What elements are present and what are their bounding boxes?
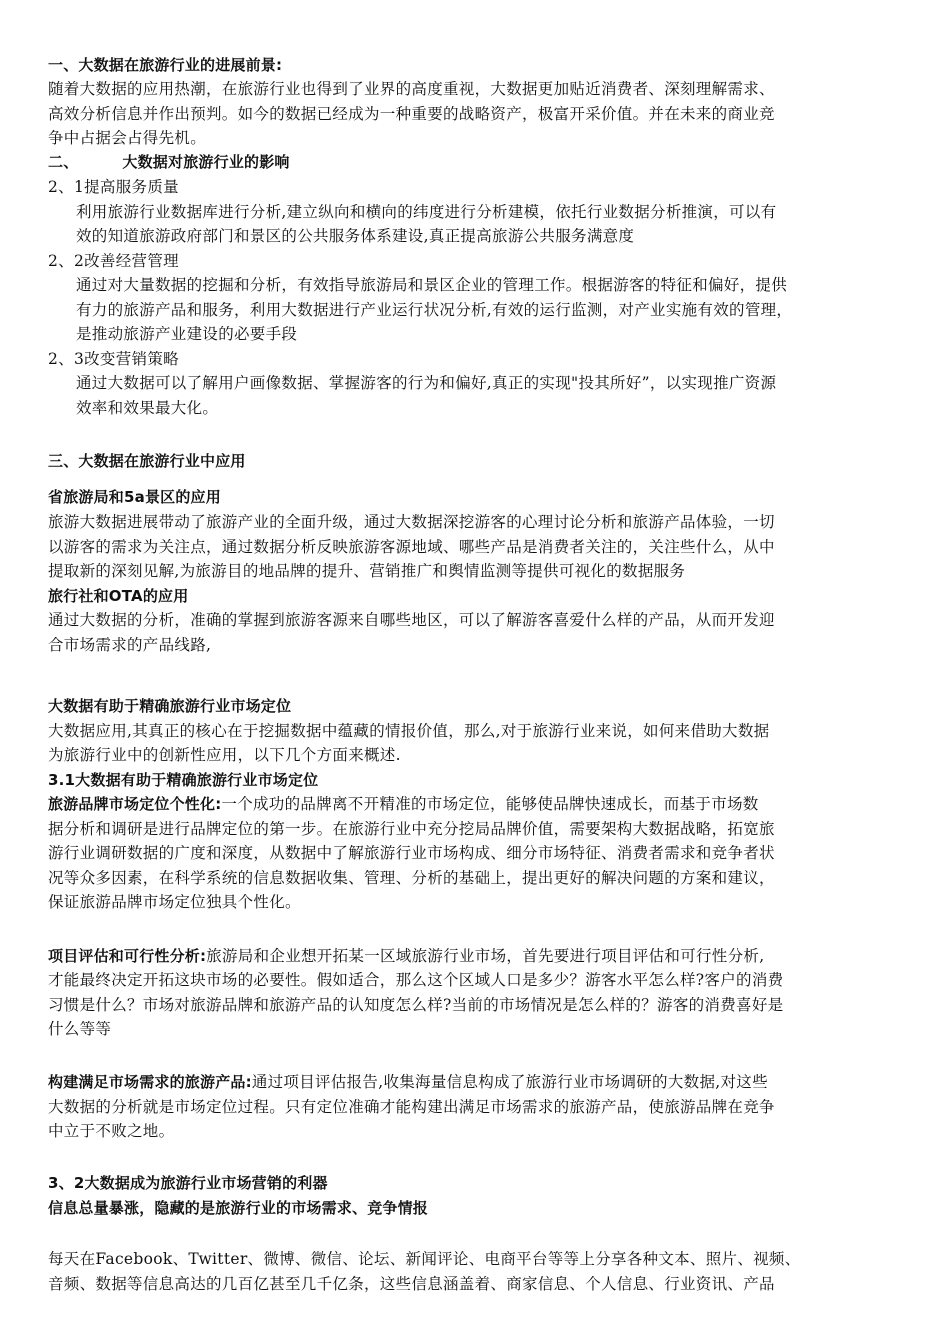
ota-application-title: 旅行社和OTA的应用	[48, 587, 189, 605]
subsection-3-2-line: 音频、数据等信息高达的几百亿甚至几千亿条，这些信息涵盖着、商家信息、个人信息、行业资讯、产品	[48, 1275, 775, 1293]
subsection-2-3-line: 通过大数据可以了解用户画像数据、掌握游客的行为和偏好,真正的实现"投其所好”，以实现推广资源	[76, 374, 777, 392]
brand-positioning-line: 游行业调研数据的广度和深度，从数据中了解旅游行业市场构成、细分市场特征、消费者需求和竞争者状	[48, 844, 775, 862]
subsection-2-2-title: 2、2改善经营管理	[48, 252, 179, 270]
brand-positioning-label: 旅游品牌市场定位个性化:	[48, 795, 222, 813]
brand-positioning-line: 保证旅游品牌市场定位独具个性化。	[48, 893, 301, 911]
brand-positioning-line: 况等众多因素，在科学系统的信息数据收集、管理、分析的基础上，提出更好的解决问题的方案和建议，	[48, 869, 775, 887]
bureau-application-line: 旅游大数据进展带动了旅游产业的全面升级，通过大数据深挖游客的心理讨论分析和旅游产品体验，一切	[48, 513, 775, 531]
subsection-3-2-subheading: 信息总量暴涨，隐藏的是旅游行业的市场需求、竞争情报	[48, 1199, 429, 1217]
subsection-3-1-title: 3.1大数据有助于精确旅游行业市场定位	[48, 771, 319, 789]
subsection-2-2-line: 是推动旅游产业建设的必要手段	[76, 325, 298, 343]
tourism-product-text: 通过项目评估报告,收集海量信息构成了旅游行业市场调研的大数据,对这些	[251, 1073, 768, 1091]
section-2-heading	[48, 151, 290, 173]
tourism-product-paragraph-first	[48, 1071, 768, 1093]
project-evaluation-paragraph-first	[48, 945, 764, 967]
subsection-2-2-line: 通过对大量数据的挖掘和分析，有效指导旅游局和景区企业的管理工作。根据游客的特征和偏好，提供	[76, 276, 788, 294]
project-evaluation-line: 习惯是什么？市场对旅游品牌和旅游产品的认知度怎么样?当前的市场情况是怎么样的？游客的消费喜好是	[48, 996, 784, 1014]
brand-positioning-text: 一个成功的品牌离不开精准的市场定位，能够使品牌快速成长，而基于市场数	[221, 795, 759, 813]
bureau-application-line: 以游客的需求为关注点，通过数据分析反映旅游客源地域、哪些产品是消费者关注的，关注些什么，从中	[48, 538, 775, 556]
brand-positioning-line: 据分析和调研是进行品牌定位的第一步。在旅游行业中充分挖局品牌价值，需要架构大数据战略，拓宽旅	[48, 820, 775, 838]
brand-positioning-paragraph-first	[48, 793, 759, 815]
bureau-application-line: 提取新的深刻见解,为旅游目的地品牌的提升、营销推广和舆情监测等提供可视化的数据服务	[48, 562, 686, 580]
ota-application-line: 通过大数据的分析，准确的掌握到旅游客源来自哪些地区，可以了解游客喜爱什么样的产品，从而开发迎	[48, 611, 775, 629]
subsection-2-3-line: 效率和效果最大化。	[76, 399, 219, 417]
project-evaluation-line: 才能最终决定开拓这块市场的必要性。假如适合，那么这个区域人口是多少？游客水平怎么样?客户的消费	[48, 971, 784, 989]
section-1-line: 随着大数据的应用热潮，在旅游行业也得到了业界的高度重视，大数据更加贴近消费者、深刻理解需求、	[48, 80, 775, 98]
subsection-2-1-title: 2、1提高服务质量	[48, 178, 179, 196]
market-positioning-heading: 大数据有助于精确旅游行业市场定位	[48, 697, 292, 715]
project-evaluation-label: 项目评估和可行性分析:	[48, 947, 207, 965]
section-3-heading: 三、大数据在旅游行业中应用	[48, 452, 246, 470]
subsection-2-2-line: 有力的旅游产品和服务，利用大数据进行产业运行状况分析,有效的运行监测，对产业实施有效的管理，	[76, 301, 793, 319]
bureau-application-title: 省旅游局和5a景区的应用	[48, 488, 221, 506]
market-positioning-intro-line: 为旅游行业中的创新性应用，以下几个方面来概述.	[48, 746, 401, 764]
section-1-heading: 一、大数据在旅游行业的进展前景:	[48, 56, 283, 74]
subsection-3-2-line: 每天在Facebook、Twitter、微博、微信、论坛、新闻评论、电商平台等等上分享各种文本、照片、视频、	[48, 1250, 801, 1268]
section-2-heading-number: 二、	[48, 153, 79, 171]
section-2-heading-text: 大数据对旅游行业的影响	[122, 153, 290, 171]
subsection-3-2-title: 3、2大数据成为旅游行业市场营销的利器	[48, 1174, 328, 1192]
project-evaluation-text: 旅游局和企业想开拓某一区域旅游行业市场，首先要进行项目评估和可行性分析,	[206, 947, 765, 965]
section-1-line: 高效分析信息并作出预判。如今的数据已经成为一种重要的战略资产，极富开采价值。并在未来的商业竞	[48, 105, 775, 123]
tourism-product-line: 中立于不败之地。	[48, 1122, 175, 1140]
ota-application-line: 合市场需求的产品线路,	[48, 636, 212, 654]
section-1-line: 争中占据会占得先机。	[48, 129, 207, 147]
market-positioning-intro-line: 大数据应用,其真正的核心在于挖掘数据中蕴藏的情报价值，那么,对于旅游行业来说，如何来借助大数据	[48, 722, 770, 740]
subsection-2-1-line: 效的知道旅游政府部门和景区的公共服务体系建设,真正提高旅游公共服务满意度	[76, 227, 635, 245]
tourism-product-label: 构建满足市场需求的旅游产品:	[48, 1073, 252, 1091]
subsection-2-3-title: 2、3改变营销策略	[48, 350, 179, 368]
subsection-2-1-line: 利用旅游行业数据库进行分析,建立纵向和横向的纬度进行分析建模，依托行业数据分析推演，可以有	[76, 203, 777, 221]
project-evaluation-line: 什么等等	[48, 1020, 112, 1038]
tourism-product-line: 大数据的分析就是市场定位过程。只有定位准确才能构建出满足市场需求的旅游产品，使旅游品牌在竞争	[48, 1098, 775, 1116]
